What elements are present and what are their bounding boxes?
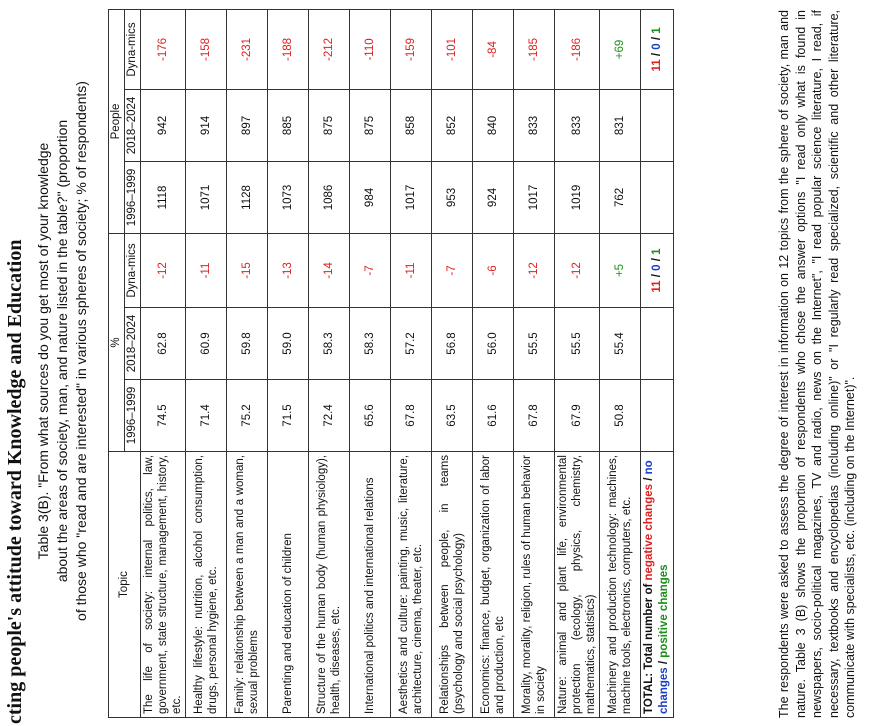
col-1996-header: 1996–1999 (125, 380, 141, 452)
percent-1996-cell: 67.9 (555, 380, 600, 452)
percent-dynamics-cell: -7 (432, 233, 473, 307)
topic-cell: Structure of the human body (human physiology), health, diseases, etc. (309, 452, 350, 718)
topic-cell: The life of society: internal politics, law, government, state structure, management, history, etc. (141, 452, 186, 718)
percent-group-header: % (109, 233, 125, 451)
percent-2018-cell: 60.9 (186, 308, 227, 380)
header-row (109, 9, 125, 717)
total-row (641, 9, 674, 717)
people-2018-cell: 831 (600, 89, 641, 161)
percent-1996-cell: 65.6 (350, 380, 391, 452)
col-dynamics-header: Dyna-mics (125, 233, 141, 307)
topic-cell: Aesthetics and culture: painting, music, literature, architecture, cinema, theater, etc. (391, 452, 432, 718)
people-dynamics-cell: -212 (309, 9, 350, 89)
people-1996-cell: 1071 (186, 161, 227, 233)
people-dynamics-cell: -110 (350, 9, 391, 89)
topic-cell: Economics: finance, budget, organization of labor and production, etc (473, 452, 514, 718)
percent-1996-cell: 72.4 (309, 380, 350, 452)
people-2018-cell: 942 (141, 89, 186, 161)
people-2018-cell: 858 (391, 89, 432, 161)
people-1996-cell: 1017 (391, 161, 432, 233)
people-dynamics-cell: -101 (432, 9, 473, 89)
table-container (108, 10, 674, 718)
footnote: The respondents were asked to assess the degree of interest in information on 12 topics from the sphere of society, man and nature. Table 3 (B) shows the proportion of respondents who chose the answer options "I read only what is found in newspapers, socio-political magazines, TV and radio, news on the Internet", "I read popular science literature, I read, if necessary, textbooks and encyclopedias (including online)" or "I regularly read specialized, scientific and other literature, communicate with specialists, etc. (including on the Internet)". (777, 10, 857, 718)
percent-dynamics-cell: -15 (227, 233, 268, 307)
percent-dynamics-cell: -12 (514, 233, 555, 307)
table-row (600, 9, 641, 717)
percent-2018-cell: 62.8 (141, 308, 186, 380)
people-2018-cell: 852 (432, 89, 473, 161)
percent-1996-cell: 74.5 (141, 380, 186, 452)
percent-2018-cell: 55.5 (555, 308, 600, 380)
topic-cell: Healthy lifestyle: nutrition, alcohol consumption, drugs, personal hygiene, etc. (186, 452, 227, 718)
total-positive-label: positive changes (658, 564, 670, 658)
people-2018-cell: 840 (473, 89, 514, 161)
people-dynamics-cell: -176 (141, 9, 186, 89)
percent-2018-cell: 55.4 (600, 308, 641, 380)
percent-2018-cell: 55.5 (514, 308, 555, 380)
percent-2018-cell: 56.8 (432, 308, 473, 380)
empty-cell (641, 308, 674, 380)
caption-line: of those who "read and are interested" in various spheres of society; % of respondents) (73, 81, 89, 621)
people-1996-cell: 1128 (227, 161, 268, 233)
percent-1996-cell: 75.2 (227, 380, 268, 452)
percent-dynamics-cell: +5 (600, 233, 641, 307)
people-dynamics-cell: -188 (268, 9, 309, 89)
table-body (141, 9, 674, 717)
people-dynamics-cell: -84 (473, 9, 514, 89)
people-2018-cell: 897 (227, 89, 268, 161)
topic-cell: Parenting and education of children (268, 452, 309, 718)
people-2018-cell: 914 (186, 89, 227, 161)
topic-cell: Relationships between people, in teams (psychology and social psychology) (432, 452, 473, 718)
total-nochange-label: no changes (643, 460, 670, 714)
table-row (227, 9, 268, 717)
count-positive: 1 (651, 248, 663, 255)
separator: / (651, 254, 663, 265)
section-heading: cting people's attitude toward Knowledge and Education (4, 239, 26, 724)
people-2018-cell: 885 (268, 89, 309, 161)
empty-cell (641, 161, 674, 233)
percent-dynamics-cell: -14 (309, 233, 350, 307)
empty-cell (641, 89, 674, 161)
separator: / (651, 49, 663, 60)
people-2018-cell: 833 (514, 89, 555, 161)
separator: / (658, 657, 670, 668)
separator: / (651, 270, 663, 281)
percent-1996-cell: 71.5 (268, 380, 309, 452)
percent-2018-cell: 58.3 (350, 308, 391, 380)
people-group-header: People (109, 9, 125, 233)
people-1996-cell: 1073 (268, 161, 309, 233)
total-percent-counts (641, 233, 674, 307)
percent-dynamics-cell: -12 (141, 233, 186, 307)
col-2018-header: 2018–2024 (125, 89, 141, 161)
percent-1996-cell: 67.8 (514, 380, 555, 452)
people-1996-cell: 1086 (309, 161, 350, 233)
table-row (141, 9, 186, 717)
people-1996-cell: 1019 (555, 161, 600, 233)
topic-cell: Morality, morality, religion, rules of human behavior in society (514, 452, 555, 718)
people-1996-cell: 762 (600, 161, 641, 233)
table-row (555, 9, 600, 717)
table-row (432, 9, 473, 717)
separator: / (651, 33, 663, 44)
count-nochange: 0 (651, 264, 663, 271)
count-positive: 1 (651, 27, 663, 34)
people-2018-cell: 875 (350, 89, 391, 161)
people-dynamics-cell: -158 (186, 9, 227, 89)
percent-dynamics-cell: -6 (473, 233, 514, 307)
people-2018-cell: 833 (555, 89, 600, 161)
table-row (309, 9, 350, 717)
caption-line: Table 3(B). "From what sources do you get most of your knowledge (35, 142, 51, 560)
people-1996-cell: 924 (473, 161, 514, 233)
topic-cell: Nature: animal and plant life, environmental protection (ecology, physics, chemistry, mathematics, statistics) (555, 452, 600, 718)
percent-2018-cell: 59.8 (227, 308, 268, 380)
total-people-counts (641, 9, 674, 89)
total-negative-label: negative changes (643, 483, 655, 581)
percent-2018-cell: 58.3 (309, 308, 350, 380)
percent-2018-cell: 56.0 (473, 308, 514, 380)
col-1996-header: 1996–1999 (125, 161, 141, 233)
table-caption (34, 6, 91, 696)
percent-1996-cell: 63.5 (432, 380, 473, 452)
people-1996-cell: 1118 (141, 161, 186, 233)
percent-dynamics-cell: -13 (268, 233, 309, 307)
topic-cell: Family: relationship between a man and a woman, sexual problems (227, 452, 268, 718)
people-dynamics-cell: -231 (227, 9, 268, 89)
count-negative: 11 (651, 59, 663, 72)
count-nochange: 0 (651, 43, 663, 50)
people-1996-cell: 1017 (514, 161, 555, 233)
people-dynamics-cell: -159 (391, 9, 432, 89)
percent-dynamics-cell: -12 (555, 233, 600, 307)
table-row (350, 9, 391, 717)
percent-1996-cell: 71.4 (186, 380, 227, 452)
total-label (641, 452, 674, 718)
table-row (391, 9, 432, 717)
people-2018-cell: 875 (309, 89, 350, 161)
separator: / (643, 474, 655, 484)
topic-cell: International politics and international relations (350, 452, 391, 718)
percent-2018-cell: 59.0 (268, 308, 309, 380)
topic-header: Topic (109, 452, 141, 718)
people-dynamics-cell: +69 (600, 9, 641, 89)
people-1996-cell: 984 (350, 161, 391, 233)
col-dynamics-header: Dyna-mics (125, 9, 141, 89)
people-1996-cell: 953 (432, 161, 473, 233)
percent-1996-cell: 67.8 (391, 380, 432, 452)
percent-2018-cell: 57.2 (391, 308, 432, 380)
percent-dynamics-cell: -11 (186, 233, 227, 307)
percent-1996-cell: 50.8 (600, 380, 641, 452)
table-row (514, 9, 555, 717)
empty-cell (641, 380, 674, 452)
topic-cell: Machinery and production technology: machines, machine tools, electronics, computers, etc. (600, 452, 641, 718)
percent-1996-cell: 61.6 (473, 380, 514, 452)
count-negative: 11 (651, 280, 663, 293)
col-2018-header: 2018–2024 (125, 308, 141, 380)
table-row (473, 9, 514, 717)
table-row (186, 9, 227, 717)
caption-line: about the areas of society, man, and nature listed in the table?" (proportion (54, 119, 70, 583)
people-dynamics-cell: -186 (555, 9, 600, 89)
percent-dynamics-cell: -11 (391, 233, 432, 307)
people-dynamics-cell: -185 (514, 9, 555, 89)
percent-dynamics-cell: -7 (350, 233, 391, 307)
total-prefix: TOTAL: Total number of (643, 580, 655, 714)
data-table (108, 9, 674, 718)
table-row (268, 9, 309, 717)
